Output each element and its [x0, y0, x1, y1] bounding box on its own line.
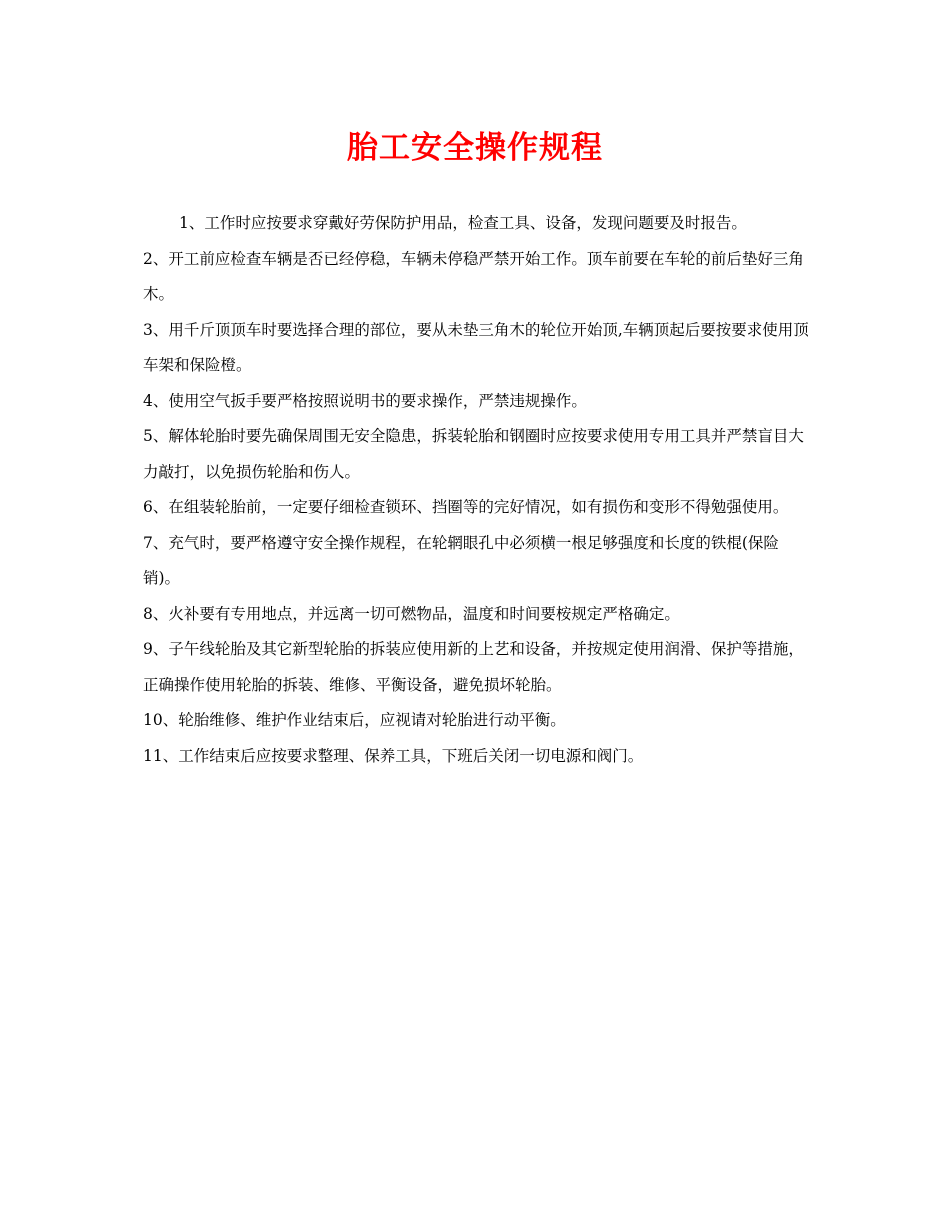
- paragraph-7: 7、充气时，要严格遵守安全操作规程，在轮辋眼孔中必须横一根足够强度和长度的铁棍(保险销)。: [143, 533, 779, 587]
- paragraph-11: 11、工作结束后应按要求整理、保养工具，下班后关闭一切电源和阀门。: [143, 746, 644, 765]
- paragraph-3: 3、用千斤顶顶车时要选择合理的部位，要从未垫三角木的轮位开始顶,车辆顶起后要按要求使用顶车架和保险橙。: [143, 320, 809, 374]
- paragraph-6: 6、在组装轮胎前，一定要仔细检查锁环、挡圈等的完好情况，如有损伤和变形不得勉强使用。: [143, 498, 789, 516]
- paragraph-8: 8、火补要有专用地点，并远离一切可燃物品，温度和时间要桉规定严格确定。: [143, 604, 680, 623]
- paragraph-2: 2、开工前应检查车辆是否已经停稳，车辆未停稳严禁开始工作。顶车前要在车轮的前后垫好三角木。: [143, 249, 804, 303]
- paragraph-4: 4、使用空气扳手要严格按照说明书的要求操作，严禁违规操作。: [143, 391, 587, 410]
- document-title: 胎工安全操作规程: [347, 130, 603, 166]
- paragraph-9: 9、子午线轮胎及其它新型轮胎的拆装应使用新的上艺和设备，并按规定使用润滑、保护等措施，正确操作使用轮胎的拆装、维修、平衡设备，避免损坏轮胎。: [143, 640, 804, 694]
- document-body: [143, 206, 815, 774]
- paragraph-5: 5、解体轮胎时要先确保周围无安全隐患，拆装轮胎和钢圈时应按要求使用专用工具并严禁盲目大力敲打，以免损伤轮胎和伤人。: [143, 427, 804, 481]
- paragraph-10: 10、轮胎维修、维护作业结束后，应视请对轮胎进行动平衡。: [143, 711, 566, 729]
- paragraph-1: 1、工作时应按要求穿戴好劳保防护用品，检查工具、设备，发现问题要及时报告。: [179, 214, 747, 232]
